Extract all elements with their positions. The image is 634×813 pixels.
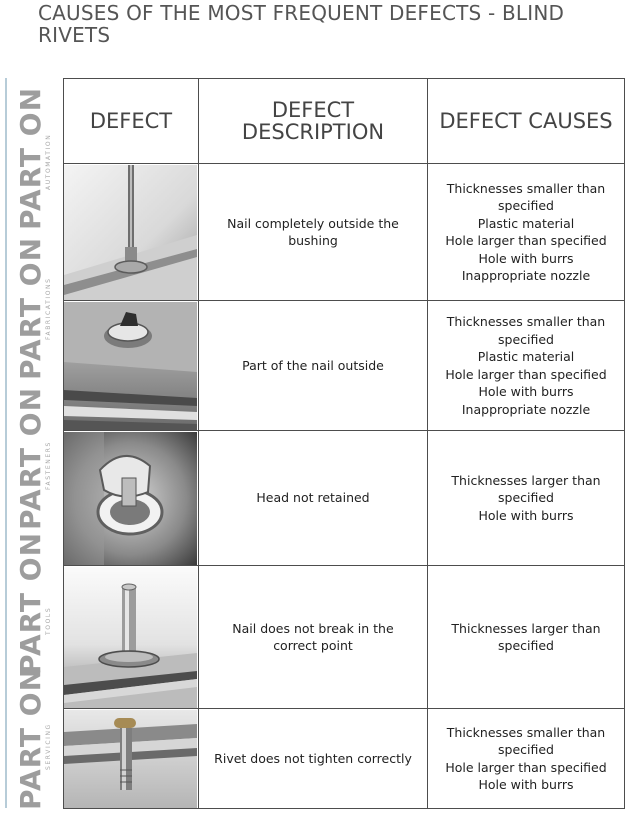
defect-photo-cell bbox=[64, 566, 199, 709]
defects-table bbox=[63, 78, 625, 809]
cause-item: Hole larger than specified bbox=[445, 233, 607, 248]
table-row bbox=[64, 709, 625, 809]
defect-photo-cell bbox=[64, 164, 199, 301]
cause-item: Plastic material bbox=[477, 215, 575, 231]
cause-item: Thicknesses larger than specified bbox=[451, 620, 601, 653]
brand-division: FABRICATIONS bbox=[45, 277, 52, 340]
brand-logo bbox=[14, 236, 54, 380]
table-row bbox=[64, 431, 625, 566]
brand-division: AUTOMATION bbox=[45, 133, 52, 190]
table-row bbox=[64, 566, 625, 709]
brand-logo bbox=[14, 86, 54, 230]
defect-description: Rivet does not tighten correctly bbox=[199, 709, 428, 809]
side-rule bbox=[5, 78, 7, 808]
defect-description: Part of the nail outside bbox=[199, 301, 428, 431]
defect-photo-cell bbox=[64, 301, 199, 431]
defect-description: Nail does not break in the correct point bbox=[199, 566, 428, 709]
rivet-nail-outside-photo bbox=[64, 165, 197, 300]
cause-item: Hole larger than specified bbox=[445, 366, 607, 382]
brand-logo bbox=[14, 386, 54, 530]
cause-item: Hole with burrs bbox=[478, 384, 574, 399]
cause-item: Hole with burrs bbox=[478, 507, 574, 523]
header-defect: DEFECT bbox=[64, 79, 199, 164]
cause-item: Plastic material bbox=[477, 349, 575, 364]
header-description: DEFECT DESCRIPTION bbox=[199, 79, 428, 164]
cause-item: Hole with burrs bbox=[478, 250, 574, 266]
defect-causes bbox=[428, 431, 625, 566]
header-causes: DEFECT CAUSES bbox=[428, 79, 625, 164]
table-row bbox=[64, 301, 625, 431]
defect-photo-cell bbox=[64, 431, 199, 566]
defect-causes bbox=[428, 301, 625, 431]
page-title: CAUSES OF THE MOST FREQUENT DEFECTS - BLIND RIVETS bbox=[38, 1, 565, 47]
brand-strip bbox=[14, 86, 54, 810]
brand-wordmark: PART ON bbox=[14, 86, 47, 230]
brand-division: FASTENERS bbox=[45, 441, 52, 490]
brand-logo bbox=[14, 531, 54, 675]
rivet-not-tight-photo bbox=[64, 710, 197, 808]
cause-item: Hole with burrs bbox=[478, 777, 574, 792]
brand-division: TOOLS bbox=[45, 606, 52, 635]
defect-description: Head not retained bbox=[199, 431, 428, 566]
brand-wordmark: PART ON bbox=[14, 386, 47, 530]
cause-item: Inappropriate nozzle bbox=[461, 401, 591, 417]
defect-photo-cell bbox=[64, 709, 199, 809]
table-row bbox=[64, 164, 625, 301]
table-header-row bbox=[64, 79, 625, 164]
defect-causes bbox=[428, 566, 625, 709]
brand-wordmark: PART ON bbox=[14, 236, 47, 380]
rivet-nail-no-break-photo bbox=[64, 567, 197, 708]
cause-item: Thicknesses smaller than specified bbox=[446, 180, 606, 213]
brand-wordmark: PART ON bbox=[14, 531, 47, 675]
defect-causes bbox=[428, 164, 625, 301]
brand-logo bbox=[14, 666, 54, 810]
cause-item: Hole larger than specified bbox=[445, 759, 607, 775]
cause-item: Thicknesses larger than specified bbox=[451, 472, 601, 506]
rivet-head-not-retained-photo bbox=[64, 432, 197, 565]
brand-wordmark: PART ON bbox=[14, 666, 47, 810]
rivet-nail-partly-outside-photo bbox=[64, 302, 197, 430]
defect-description: Nail completely outside the bushing bbox=[199, 164, 428, 301]
cause-item: Thicknesses smaller than specified bbox=[446, 724, 606, 757]
cause-item: Thicknesses smaller than specified bbox=[446, 314, 606, 347]
defect-causes bbox=[428, 709, 625, 809]
cause-item: Inappropriate nozzle bbox=[461, 268, 591, 283]
brand-division: SERVICING bbox=[45, 723, 52, 770]
